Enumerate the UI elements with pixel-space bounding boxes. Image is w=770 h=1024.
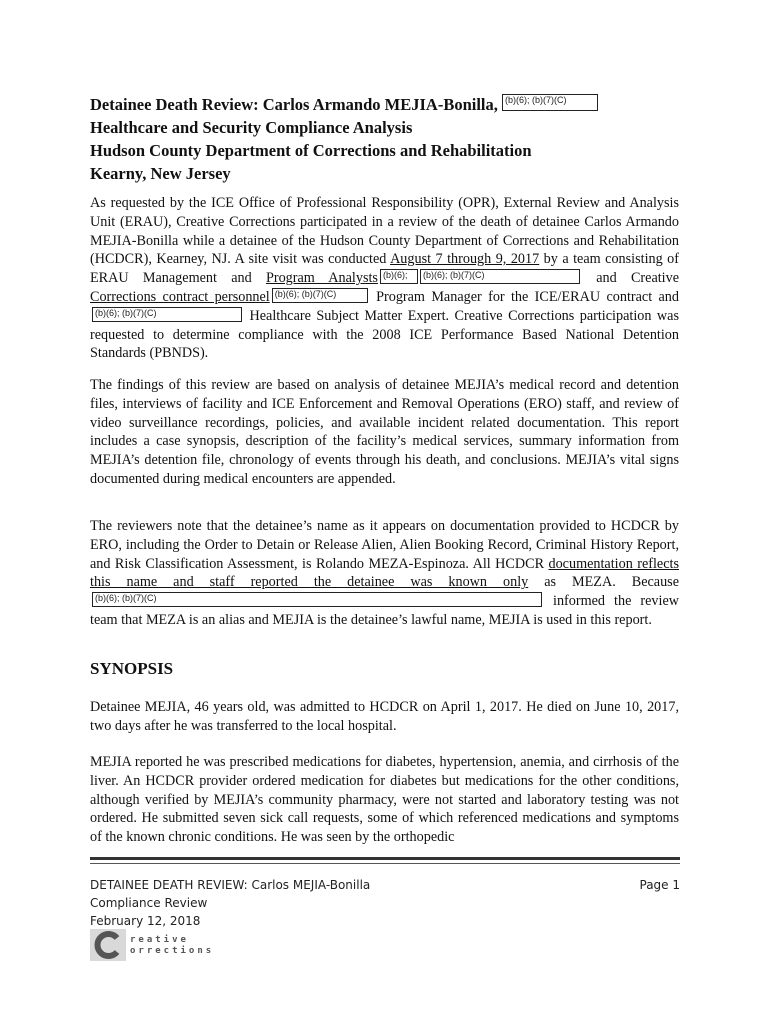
footer-report-type: Compliance Review — [90, 896, 208, 910]
footer-divider-thin — [90, 863, 680, 864]
intro-paragraph: As requested by the ICE Office of Professional Responsibility (OPR), External Review and Analysis Unit (ERAU), Creative Corrections participated in a review of the death of detainee Carlos Armando MEJIA-Bonilla while a detainee of the Hudson County Department of Corrections and Rehabilitation (HCDCR), Kearney, NJ. A site visit was conducted August 7 through 9, 2017 by a team consisting of ERAU Management and Program Analysts (b)(6); (b)(6); (b)(7)(C) and Creative Corrections contract personnel (b)(6); (b)(7)(C) Program Manager for the ICE/ERAU contract and (b)(6); (b)(7)(C) Healthcare Subject Matter Expert. Creative Corrections participation was requested to determine compliance with the 2008 ICE Performance Based National Detention Standards (PBNDS). — [90, 195, 680, 362]
logo-c-icon — [90, 929, 126, 961]
redaction-box: (b)(6); — [380, 269, 418, 284]
alias-paragraph: The reviewers note that the detainee’s name as it appears on documentation provided to HCDCR by ERO, including the Order to Detain or Release Alien, Alien Booking Record, Criminal History Report, and Risk Classification Assessment, is Rolando MEZA-Espinoza. All HCDCR documentation reflects this name and staff reported the detainee was known only as MEZA. Because (b)(6); (b)(7)(C) informed the review team that MEZA is an alias and MEJIA is the detainee’s lawful name, MEJIA is used in this report. — [90, 518, 679, 628]
report-title — [90, 93, 690, 185]
title-line-1: Detainee Death Review: Carlos Armando MEJIA-Bonilla, (b)(6); (b)(7)(C) — [90, 93, 690, 116]
synopsis-paragraph-2: MEJIA reported he was prescribed medications for diabetes, hypertension, anemia, and cirrhosis of the liver. An HCDCR provider ordered medication for diabetes but medications for the other conditions, although verified by MEJIA’s community pharmacy, were not started and laboratory testing was not ordered. He submitted seven sick call requests, some of which referenced medications and symptoms of the known chronic conditions. He was seen by the orthopedic — [90, 754, 679, 846]
redaction-box: (b)(6); (b)(7)(C) — [272, 288, 368, 303]
logo-text: reative orrections — [130, 935, 215, 956]
footer-divider — [90, 857, 680, 860]
redaction-box: (b)(6); (b)(7)(C) — [92, 307, 242, 322]
synopsis-heading: SYNOPSIS — [90, 659, 174, 678]
redaction-box: (b)(6); (b)(7)(C) — [420, 269, 580, 284]
redaction-box: (b)(6); (b)(7)(C) — [502, 94, 598, 111]
footer-date: February 12, 2018 — [90, 914, 201, 928]
findings-paragraph: The findings of this review are based on analysis of detainee MEJIA’s medical record and detention files, interviews of facility and ICE Enforcement and Removal Operations (ERO) staff, and review of video surveillance recordings, policies, and available incident related documentation. This report includes a case synopsis, description of the facility’s medical services, summary information from MEJIA’s detention file, chronology of events through his death, and conclusions. MEJIA’s vital signs documented during medical encounters are appended. — [90, 377, 679, 487]
title-line-2: Healthcare and Security Compliance Analysis — [90, 118, 413, 137]
title-line-3: Hudson County Department of Corrections and Rehabilitation — [90, 141, 532, 160]
page-number: Page 1 — [639, 878, 680, 892]
footer-report-title: DETAINEE DEATH REVIEW: Carlos MEJIA-Bonilla — [90, 878, 371, 892]
redaction-box: (b)(6); (b)(7)(C) — [92, 592, 542, 607]
creative-corrections-logo — [90, 929, 240, 963]
title-line-4: Kearny, New Jersey — [90, 164, 231, 183]
page-footer — [90, 876, 680, 930]
synopsis-paragraph-1: Detainee MEJIA, 46 years old, was admitted to HCDCR on April 1, 2017. He died on June 10, 2017, two days after he was transferred to the local hospital. — [90, 699, 679, 734]
